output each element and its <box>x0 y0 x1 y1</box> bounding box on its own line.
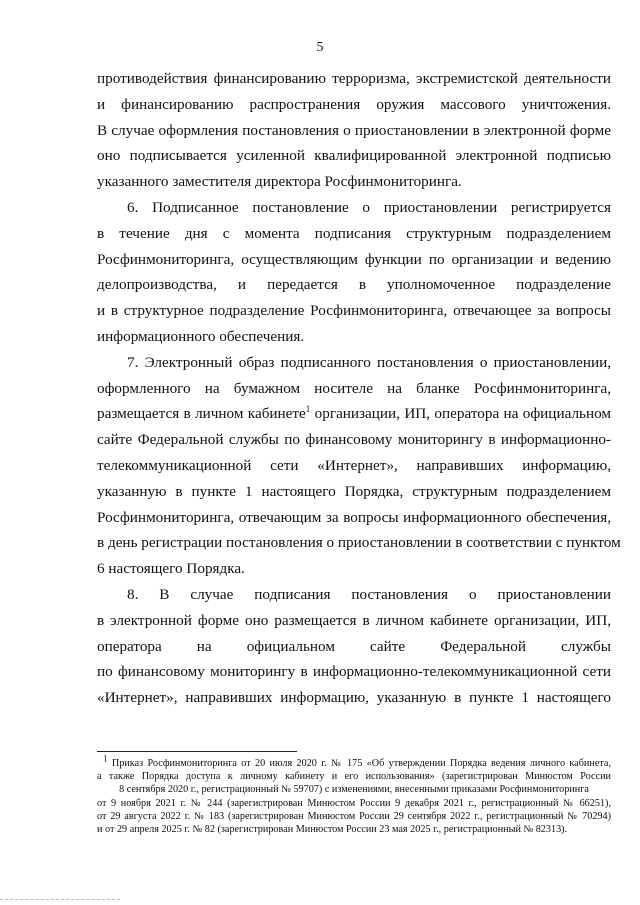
text-line: Росфинмониторинга, осуществляющим функции по организации и ведению <box>97 250 611 268</box>
text-line: противодействия финансированию терроризма, экстремистской деятельности <box>97 70 611 87</box>
footnote-text: Приказ Росфинмониторинга от 20 июля 2020 г. № 175 «Об утверждении Порядка ведения личного кабинета, <box>107 758 611 769</box>
footnote-reference: 1 <box>305 404 311 415</box>
paragraph-6-start: 6. Подписанное постановление о приостановлении регистрируется <box>127 198 611 216</box>
text-line: делопроизводства, и передается в уполномоченное подразделение <box>97 276 611 294</box>
text-line: и финансированию распространения оружия массового уничтожения. <box>97 95 611 113</box>
text-line-with-footnote <box>97 401 611 427</box>
text-line: Росфинмониторинга, отвечающим за вопросы информационного обеспечения, <box>97 508 611 526</box>
footnote-line <box>97 753 611 770</box>
footnote-line: 8 сентября 2020 г., регистрационный № 59707) с изменениями, внесенными приказами Росфинмониторинга <box>119 784 589 796</box>
footnote-line: и от 29 апреля 2025 г. № 82 (зарегистрирован Минюстом России 23 мая 2025 г., регистрационный № 82313). <box>97 824 568 836</box>
footnote-divider <box>97 751 297 752</box>
footnote <box>97 753 611 836</box>
text-fragment: организации, ИП, оператора на официальном <box>310 405 611 423</box>
text-line: информационного обеспечения. <box>97 327 305 345</box>
text-line: в течение дня с момента подписания структурным подразделением <box>97 224 611 242</box>
text-line: «Интернет», направивших информацию, указанную в пункте 1 настоящего <box>97 689 611 707</box>
scan-artifact <box>0 899 120 903</box>
text-line: оператора на официальном сайте Федеральной службы <box>97 637 611 655</box>
text-line: в день регистрации постановления о приостановлении в соответствии с пунктом <box>97 534 621 552</box>
paragraph-7-start: 7. Электронный образ подписанного постановления о приостановлении, <box>127 353 611 371</box>
document-body <box>97 66 621 711</box>
text-line: оно подписывается усиленной квалифицированной электронной подписью <box>97 147 611 165</box>
text-fragment: размещается в личном кабинете <box>97 405 306 423</box>
page-number: 5 <box>316 40 324 55</box>
paragraph-8-start: 8. В случае подписания постановления о приостановлении <box>127 585 611 603</box>
text-line: В случае оформления постановления о приостановлении в электронной форме <box>97 121 611 139</box>
text-line: телекоммуникационной сети «Интернет», направивших информацию, <box>97 456 611 474</box>
footnote-line: а также Порядка доступа к личному кабинету и его использования» (зарегистрирован Минюстом России <box>97 771 611 783</box>
footnote-marker: 1 <box>103 753 108 764</box>
text-line: 6 настоящего Порядка. <box>97 560 245 578</box>
text-line: указанного заместителя директора Росфинмониторинга. <box>97 173 462 191</box>
text-line: оформленного на бумажном носителе на бланке Росфинмониторинга, <box>97 379 611 397</box>
text-line: сайте Федеральной службы по финансовому мониторингу в информационно- <box>97 431 611 449</box>
footnote-line: от 9 ноября 2021 г. № 244 (зарегистрирован Минюстом России 9 декабря 2021 г., регистрационный № 66251), <box>97 797 611 809</box>
text-line: по финансовому мониторингу в информационно-телекоммуникационной сети <box>97 663 611 681</box>
footnote-line: от 29 августа 2022 г. № 183 (зарегистрирован Минюстом России 29 сентября 2022 г., регистрационный № 70294) <box>97 810 611 822</box>
text-line: и в структурное подразделение Росфинмониторинга, отвечающее за вопросы <box>97 302 611 320</box>
text-line: указанную в пункте 1 настоящего Порядка, структурным подразделением <box>97 482 611 500</box>
text-line: в электронной форме оно размещается в личном кабинете организации, ИП, <box>97 611 611 629</box>
